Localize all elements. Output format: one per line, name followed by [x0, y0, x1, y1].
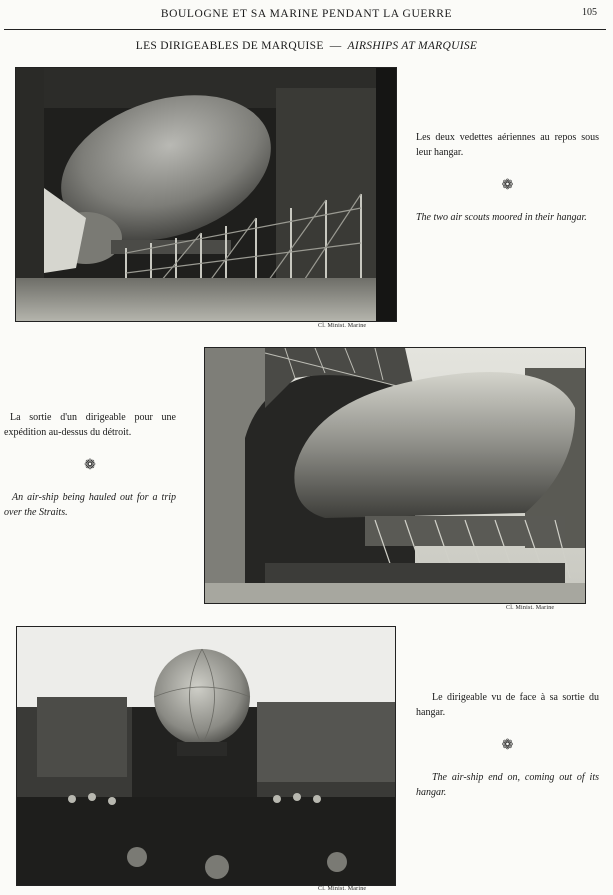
caption-en: An air-ship being hauled out for a trip over the Straits. [4, 492, 176, 518]
caption-fr: Les deux vedettes aériennes au repos sous leur hangar. [416, 132, 599, 158]
photo-airship-hauled-out [204, 347, 586, 604]
section-title [0, 40, 613, 52]
section-title-fr: LES DIRIGEABLES DE MARQUISE [135, 40, 324, 52]
page-number: 105 [582, 7, 597, 18]
photo-credit: Cl. Minist. Marine [318, 886, 367, 892]
running-title: BOULOGNE ET SA MARINE PENDANT LA GUERRE [160, 8, 453, 20]
caption-figure-3 [416, 690, 599, 800]
caption-en: The air-ship end on, coming out of its hangar. [416, 772, 599, 798]
caption-fr: Le dirigeable vu de face à sa sortie du hangar. [416, 692, 599, 718]
section-title-en: AIRSHIPS AT MARQUISE [347, 40, 478, 52]
photo-airship-end-on [16, 626, 396, 886]
caption-figure-2 [4, 410, 176, 520]
header-rule [4, 29, 606, 30]
fleuron-ornament-icon: ❁ [501, 738, 514, 753]
photo-credit: Cl. Minist. Marine [318, 323, 367, 329]
photo-credit: Cl. Minist. Marine [506, 605, 555, 611]
fleuron-ornament-icon: ❁ [501, 178, 514, 193]
caption-fr: La sortie d'un dirigeable pour une expédition au-dessus du détroit. [4, 412, 176, 438]
photo-airships-in-hangar [15, 67, 397, 322]
section-title-separator: — [329, 40, 342, 52]
caption-en: The two air scouts moored in their hangar. [416, 212, 587, 223]
running-head [0, 6, 613, 26]
fleuron-ornament-icon: ❁ [84, 458, 96, 473]
caption-figure-1 [416, 130, 599, 225]
